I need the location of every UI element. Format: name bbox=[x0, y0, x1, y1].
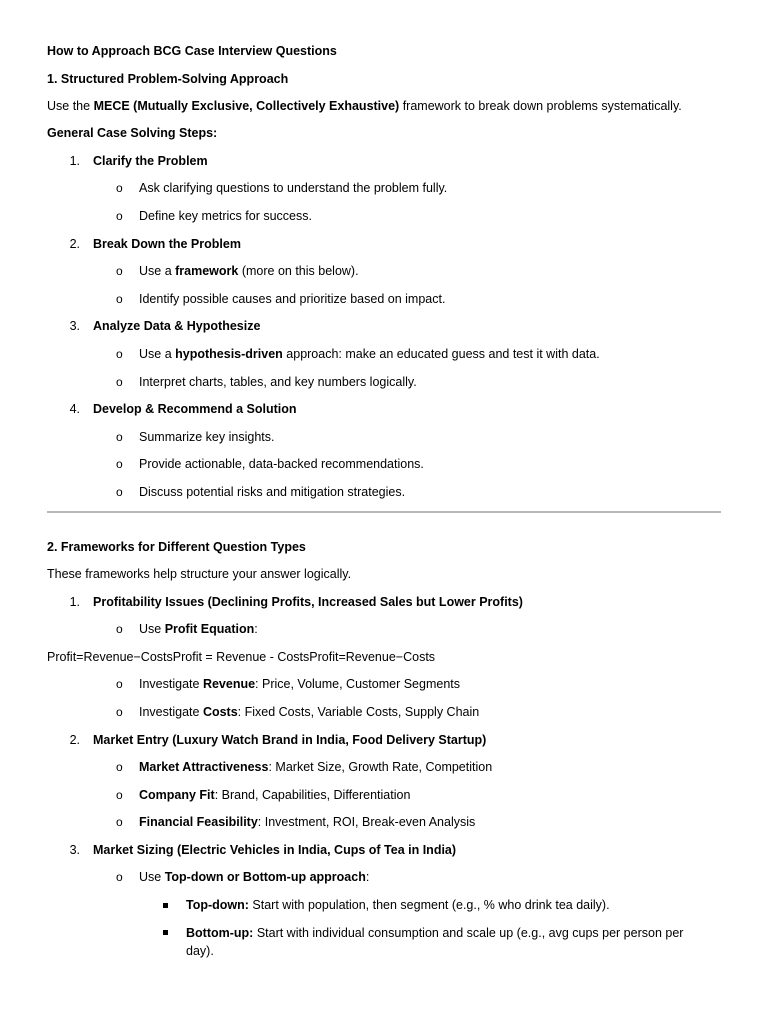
bullet-o-icon: o bbox=[116, 264, 123, 278]
profit-equation: Profit=Revenue−CostsProfit = Revenue - CostsProfit=Revenue−Costs bbox=[47, 650, 436, 664]
question-item: Market Attractiveness: Market Size, Growth Rate, Competition bbox=[139, 760, 493, 774]
square-bullet-icon bbox=[163, 930, 168, 935]
step-item: Define key metrics for success. bbox=[139, 209, 312, 223]
bullet-o-icon: o bbox=[116, 815, 123, 829]
bullet-o-icon: o bbox=[116, 788, 123, 802]
question-title: Market Sizing (Electric Vehicles in India, Cups of Tea in India) bbox=[93, 843, 457, 857]
bullet-o-icon: o bbox=[116, 181, 123, 195]
step-item: Use a hypothesis-driven approach: make an educated guess and test it with data. bbox=[139, 347, 600, 361]
bullet-o-icon: o bbox=[116, 375, 123, 389]
step-item: Provide actionable, data-backed recommendations. bbox=[139, 457, 424, 471]
question-title: Market Entry (Luxury Watch Brand in India, Food Delivery Startup) bbox=[93, 733, 487, 747]
steps-heading: General Case Solving Steps: bbox=[47, 126, 218, 140]
section-2-heading: 2. Frameworks for Different Question Types bbox=[47, 540, 306, 554]
question-item: Use Top-down or Bottom-up approach: bbox=[139, 870, 370, 884]
question-number: 3. bbox=[69, 843, 80, 857]
question-number: 1. bbox=[69, 595, 80, 609]
bullet-o-icon: o bbox=[116, 457, 123, 471]
question-item: Investigate Revenue: Price, Volume, Customer Segments bbox=[139, 677, 460, 691]
sub-item: Top-down: Start with population, then segment (e.g., % who drink tea daily). bbox=[186, 898, 610, 912]
question-title: Profitability Issues (Declining Profits, Increased Sales but Lower Profits) bbox=[93, 595, 523, 609]
question-item: Use Profit Equation: bbox=[139, 622, 258, 636]
bullet-o-icon: o bbox=[116, 870, 123, 884]
bullet-o-icon: o bbox=[116, 209, 123, 223]
step-item: Discuss potential risks and mitigation strategies. bbox=[139, 485, 406, 499]
step-title: Analyze Data & Hypothesize bbox=[93, 319, 261, 333]
step-item: Identify possible causes and prioritize based on impact. bbox=[139, 292, 446, 306]
step-number: 1. bbox=[69, 154, 80, 168]
question-number: 2. bbox=[69, 733, 80, 747]
question-item: Company Fit: Brand, Capabilities, Differentiation bbox=[139, 788, 411, 802]
bullet-o-icon: o bbox=[116, 760, 123, 774]
step-title: Develop & Recommend a Solution bbox=[93, 402, 297, 416]
step-number: 4. bbox=[69, 402, 80, 416]
question-item: Investigate Costs: Fixed Costs, Variable Costs, Supply Chain bbox=[139, 705, 480, 719]
section-1-intro: Use the MECE (Mutually Exclusive, Collectively Exhaustive) framework to break down problems systematically. bbox=[47, 99, 682, 113]
bullet-o-icon: o bbox=[116, 705, 123, 719]
bullet-o-icon: o bbox=[116, 485, 123, 499]
section-2-intro: These frameworks help structure your answer logically. bbox=[47, 567, 352, 581]
step-title: Clarify the Problem bbox=[93, 154, 208, 168]
bullet-o-icon: o bbox=[116, 430, 123, 444]
horizontal-divider bbox=[47, 511, 721, 513]
step-item: Ask clarifying questions to understand the problem fully. bbox=[139, 181, 448, 195]
square-bullet-icon bbox=[163, 903, 168, 908]
step-title: Break Down the Problem bbox=[93, 237, 241, 251]
bullet-o-icon: o bbox=[116, 292, 123, 306]
document-title: How to Approach BCG Case Interview Questions bbox=[47, 44, 337, 58]
bullet-o-icon: o bbox=[116, 347, 123, 361]
section-1-heading: 1. Structured Problem-Solving Approach bbox=[47, 72, 289, 86]
step-number: 2. bbox=[69, 237, 80, 251]
step-item: Summarize key insights. bbox=[139, 430, 275, 444]
question-item: Financial Feasibility: Investment, ROI, Break-even Analysis bbox=[139, 815, 476, 829]
sub-item: Bottom-up: Start with individual consumption and scale up (e.g., avg cups per person per day). bbox=[186, 926, 684, 958]
step-number: 3. bbox=[69, 319, 80, 333]
bullet-o-icon: o bbox=[116, 677, 123, 691]
step-item: Interpret charts, tables, and key numbers logically. bbox=[139, 375, 417, 389]
step-item: Use a framework (more on this below). bbox=[139, 264, 359, 278]
bullet-o-icon: o bbox=[116, 622, 123, 636]
